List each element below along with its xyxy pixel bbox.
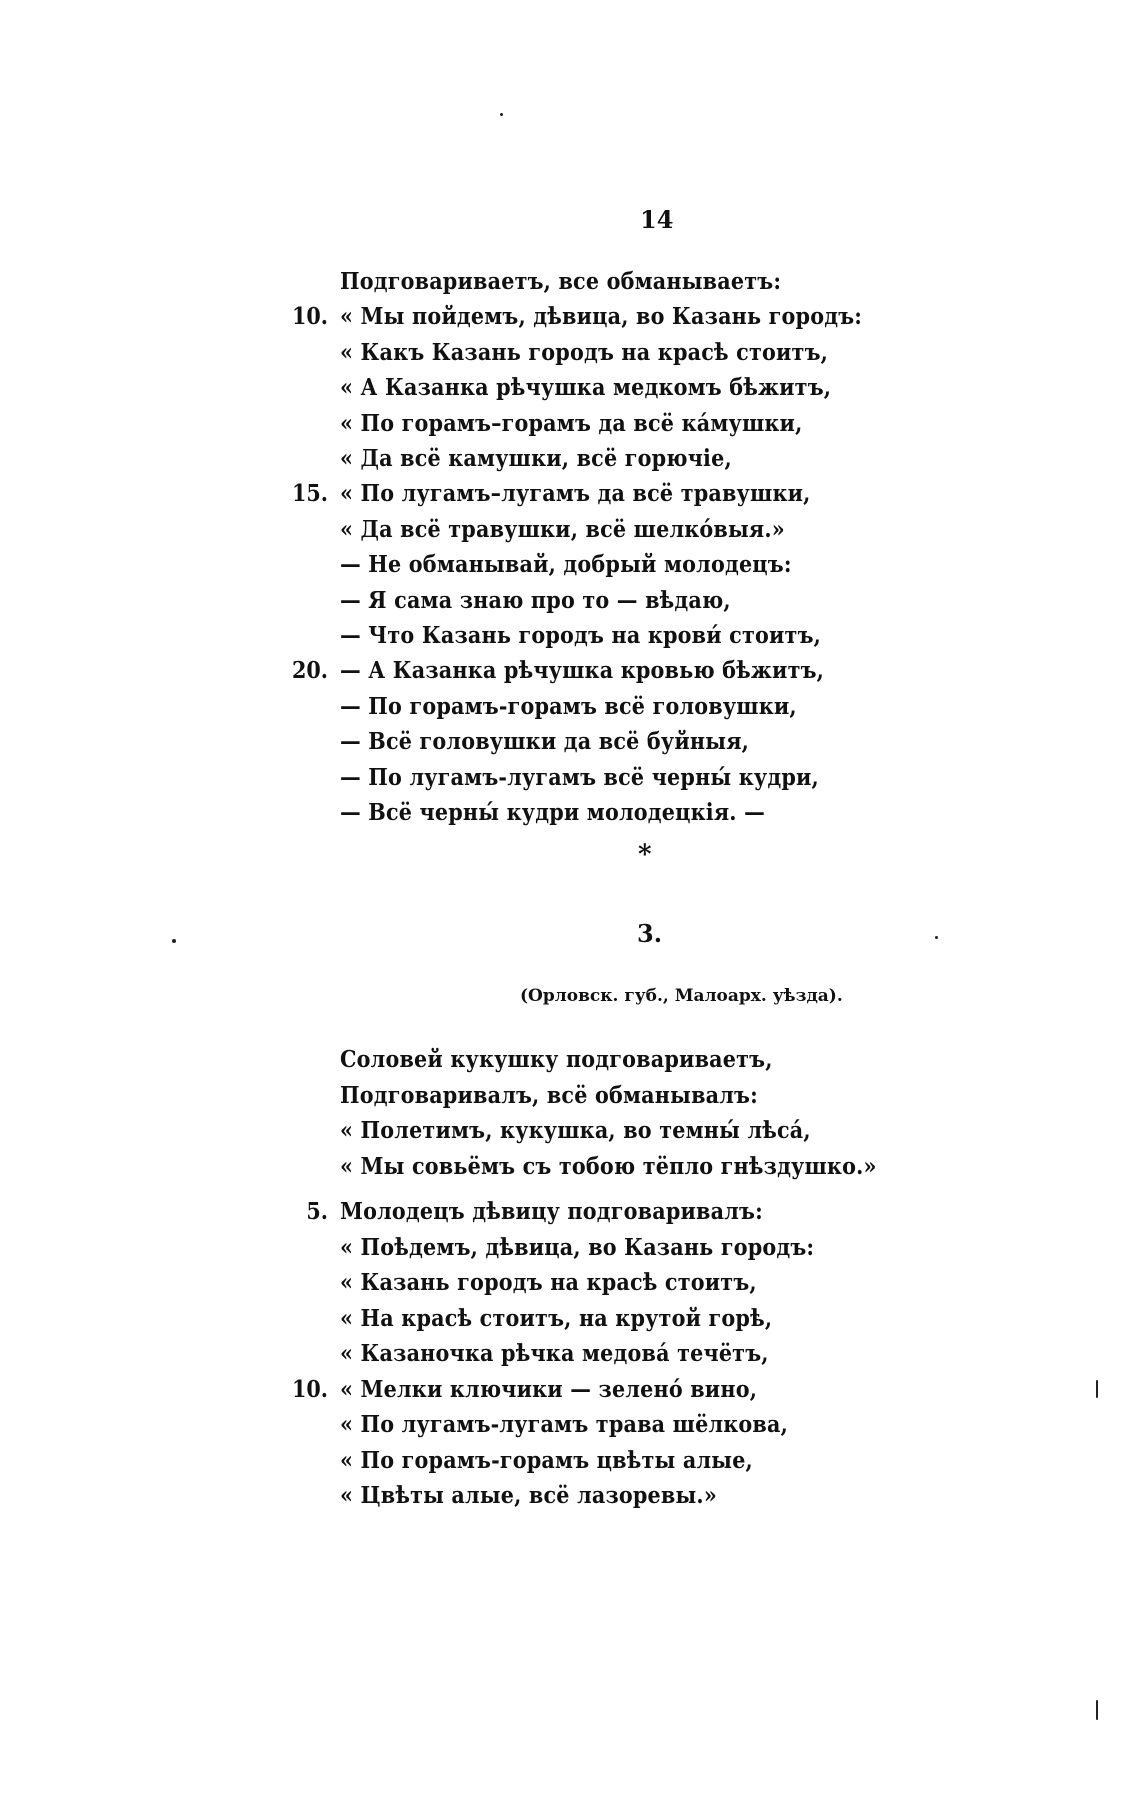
verse-line (0, 1444, 1140, 1478)
scan-speck (1096, 1700, 1098, 1720)
verse-text: « По лугамъ–лугамъ да всё травушки, (340, 480, 811, 508)
line-number: 20. (292, 657, 328, 685)
verse-text: « На красѣ стоитъ, на крутой горѣ, (340, 1304, 773, 1332)
verse-line (0, 725, 1140, 759)
verse-text: « По горамъ-горамъ цвѣты алые, (340, 1446, 753, 1474)
verse-text: — Я сама знаю про то — вѣдаю, (340, 586, 731, 614)
verse-text: « Какъ Казань городъ на красѣ стоитъ, (340, 338, 829, 366)
verse-line (0, 654, 1140, 688)
verse-line (0, 477, 1140, 511)
line-number: 10. (292, 303, 328, 331)
verse-line (0, 1373, 1140, 1407)
verse-text: — Не обманывай, добрый молодецъ: (340, 551, 792, 579)
verse-line (0, 300, 1140, 334)
verse-text: « Мы пойдемъ, дѣвица, во Казань городъ: (340, 303, 863, 331)
verse-line (0, 1479, 1140, 1513)
line-number: 15. (292, 480, 328, 508)
line-number: 10. (292, 1375, 328, 1403)
verse-line (0, 1114, 1140, 1148)
scan-speck (172, 939, 176, 943)
verse-line (0, 1266, 1140, 1300)
scan-speck (935, 936, 938, 939)
verse-text: — Всё черны́ кудри молодецкія. — (340, 799, 766, 826)
verse-line (0, 761, 1140, 795)
verse-text: « Цвѣты алые, всё лазоревы.» (340, 1482, 717, 1509)
verse-line (0, 265, 1140, 299)
verse-line (0, 513, 1140, 547)
verse-line (0, 1408, 1140, 1442)
verse-text: « Да всё камушки, всё горючіе, (340, 445, 732, 472)
verse-text: — Всё головушки да всё буйныя, (340, 728, 750, 756)
verse-line (0, 1079, 1140, 1113)
verse-text: « Поѣдемъ, дѣвица, во Казань городъ: (340, 1233, 815, 1261)
verse-text: « Мы совьёмъ съ тобою тёпло гнѣздушко.» (340, 1152, 877, 1180)
verse-text: Соловей кукушку подговариваетъ, (340, 1046, 773, 1073)
verse-text: « А Казанка рѣчушка медкомъ бѣжитъ, (340, 374, 832, 402)
verse-line (0, 371, 1140, 405)
verse-text: « Да всё травушки, всё шелкóвыя.» (340, 515, 785, 543)
scan-speck (500, 113, 503, 116)
verse-line (0, 584, 1140, 618)
verse-text: « Полетимъ, кукушка, во темны́ лѣсá, (340, 1117, 811, 1144)
poem-number: 3. (637, 919, 663, 948)
verse-text: Подговаривалъ, всё обманывалъ: (340, 1081, 758, 1109)
source-note: (Орловск. губ., Малоарх. уѣзда). (520, 986, 843, 1006)
line-number: 5. (306, 1198, 328, 1225)
scan-speck (1096, 1380, 1098, 1398)
verse-text: Подговариваетъ, все обманываетъ: (340, 268, 782, 295)
verse-line (0, 1043, 1140, 1077)
verse-text: « По горамъ–горамъ да всё кáмушки, (340, 409, 803, 437)
verse-text: « Мелки ключики — зеленó вино, (340, 1375, 758, 1403)
verse-text: — А Казанка рѣчушка кровью бѣжитъ, (340, 657, 825, 685)
verse-line (0, 1231, 1140, 1265)
verse-line (0, 796, 1140, 830)
verse-line (0, 690, 1140, 724)
verse-line (0, 1337, 1140, 1371)
verse-line (0, 619, 1140, 653)
verse-text: Молодецъ дѣвицу подговаривалъ: (340, 1198, 763, 1225)
verse-line (0, 336, 1140, 370)
section-separator-asterisk: * (638, 840, 652, 870)
verse-text: — Что Казань городъ на крови́ стоитъ, (340, 622, 822, 649)
verse-line (0, 407, 1140, 441)
verse-text: — По лугамъ-лугамъ всё черны́ кудри, (340, 763, 819, 791)
verse-line (0, 548, 1140, 582)
verse-line (0, 442, 1140, 476)
verse-text: « По лугамъ-лугамъ трава шёлкова, (340, 1411, 789, 1438)
verse-text: — По горамъ-горамъ всё головушки, (340, 692, 797, 720)
verse-text: « Казань городъ на красѣ стоитъ, (340, 1269, 757, 1296)
verse-text: « Казаночка рѣчка медовá течётъ, (340, 1340, 769, 1367)
verse-line (0, 1195, 1140, 1229)
verse-line (0, 1302, 1140, 1336)
page-number: 14 (640, 205, 674, 234)
verse-line (0, 1150, 1140, 1184)
